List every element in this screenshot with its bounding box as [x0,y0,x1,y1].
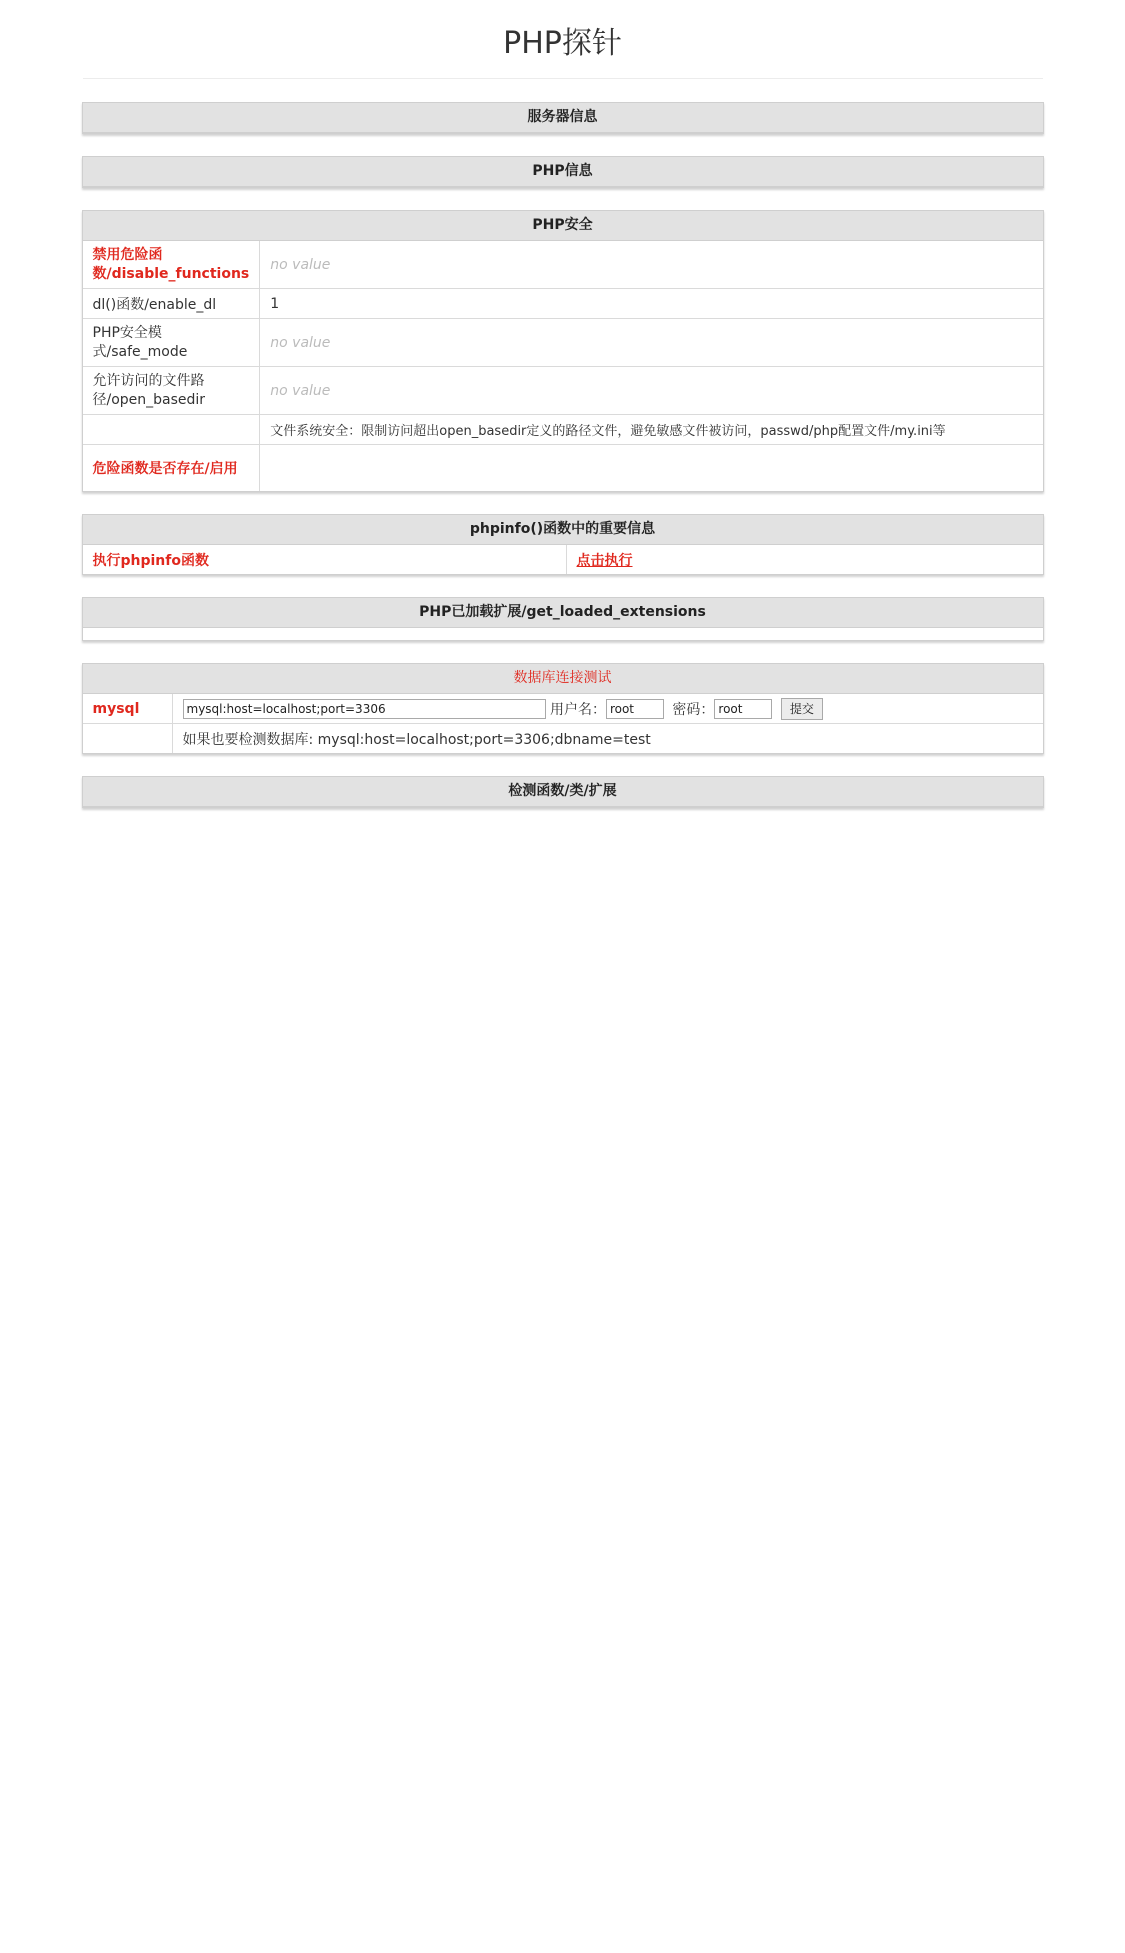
phpinfo-panel [82,514,1044,575]
danger-functions-list [260,445,1043,492]
exec-phpinfo-label: 执行phpinfo函数 [83,545,567,574]
db-form-cell [172,694,1043,724]
safe-mode-value: no value [260,319,1043,367]
label-line: 径/open_basedir [92,391,206,408]
label-line: PHP安全模 [92,324,162,341]
enable-dl-value: 1 [260,289,1043,319]
table-row [83,724,1043,754]
server-info-panel [82,102,1044,134]
label-line: 式/safe_mode [92,343,188,360]
safe-mode-label [83,319,260,367]
page [0,0,1125,808]
dsn-input[interactable] [183,699,546,719]
detect-heading: 检测函数/类/扩展 [83,777,1043,807]
db-test-heading: 数据库连接测试 [83,664,1043,694]
db-test-panel [82,663,1044,754]
php-security-table [83,241,1043,491]
password-label: 密码： [672,701,715,718]
label-line: 允许访问的文件路 [92,372,205,389]
disable-functions-label [83,241,260,289]
php-info-panel [82,156,1044,188]
page-header [83,0,1043,79]
table-row [83,319,1043,367]
filesystem-security-note: 文件系统安全：限制访问超出open_basedir定义的路径文件，避免敏感文件被访问，passwd/php配置文件/my.ini等 [260,415,1043,445]
db-type-label: mysql [83,694,173,724]
table-row [83,367,1043,415]
extensions-heading: PHP已加载扩展/get_loaded_extensions [83,598,1043,628]
table-row [83,694,1043,724]
table-row [83,241,1043,289]
exec-phpinfo-cell [566,545,1043,574]
label-line: 禁用危险函 [92,246,163,263]
phpinfo-table [83,545,1043,574]
page-title: PHP探针 [503,26,622,61]
table-row [83,289,1043,319]
username-label: 用户名： [549,701,606,718]
disable-functions-value: no value [270,256,331,273]
phpinfo-heading: phpinfo()函数中的重要信息 [83,515,1043,545]
danger-functions-label: 危险函数是否存在/启用 [83,445,260,492]
table-row [83,445,1043,492]
open-basedir-value: no value [260,367,1043,415]
extensions-list [83,628,1043,640]
extensions-panel [82,597,1044,641]
label-line: 数/disable_functions [92,265,250,282]
username-input[interactable] [606,699,664,719]
php-security-heading: PHP安全 [83,211,1043,241]
empty-cell [83,724,173,754]
open-basedir-label [83,367,260,415]
exec-phpinfo-link[interactable]: 点击执行 [576,552,633,569]
php-info-heading: PHP信息 [83,157,1043,187]
db-test-table [83,694,1043,753]
db-submit-button[interactable]: 提交 [781,698,823,720]
password-input[interactable] [714,699,772,719]
detect-panel [82,776,1044,808]
db-hint: 如果也要检测数据库: mysql:host=localhost;port=3306;dbname=test [172,724,1043,754]
table-row [83,545,1043,574]
empty-cell [83,415,260,445]
server-info-heading: 服务器信息 [83,103,1043,133]
enable-dl-label: dl()函数/enable_dl [83,289,260,319]
php-security-panel [82,210,1044,492]
table-row [83,415,1043,445]
